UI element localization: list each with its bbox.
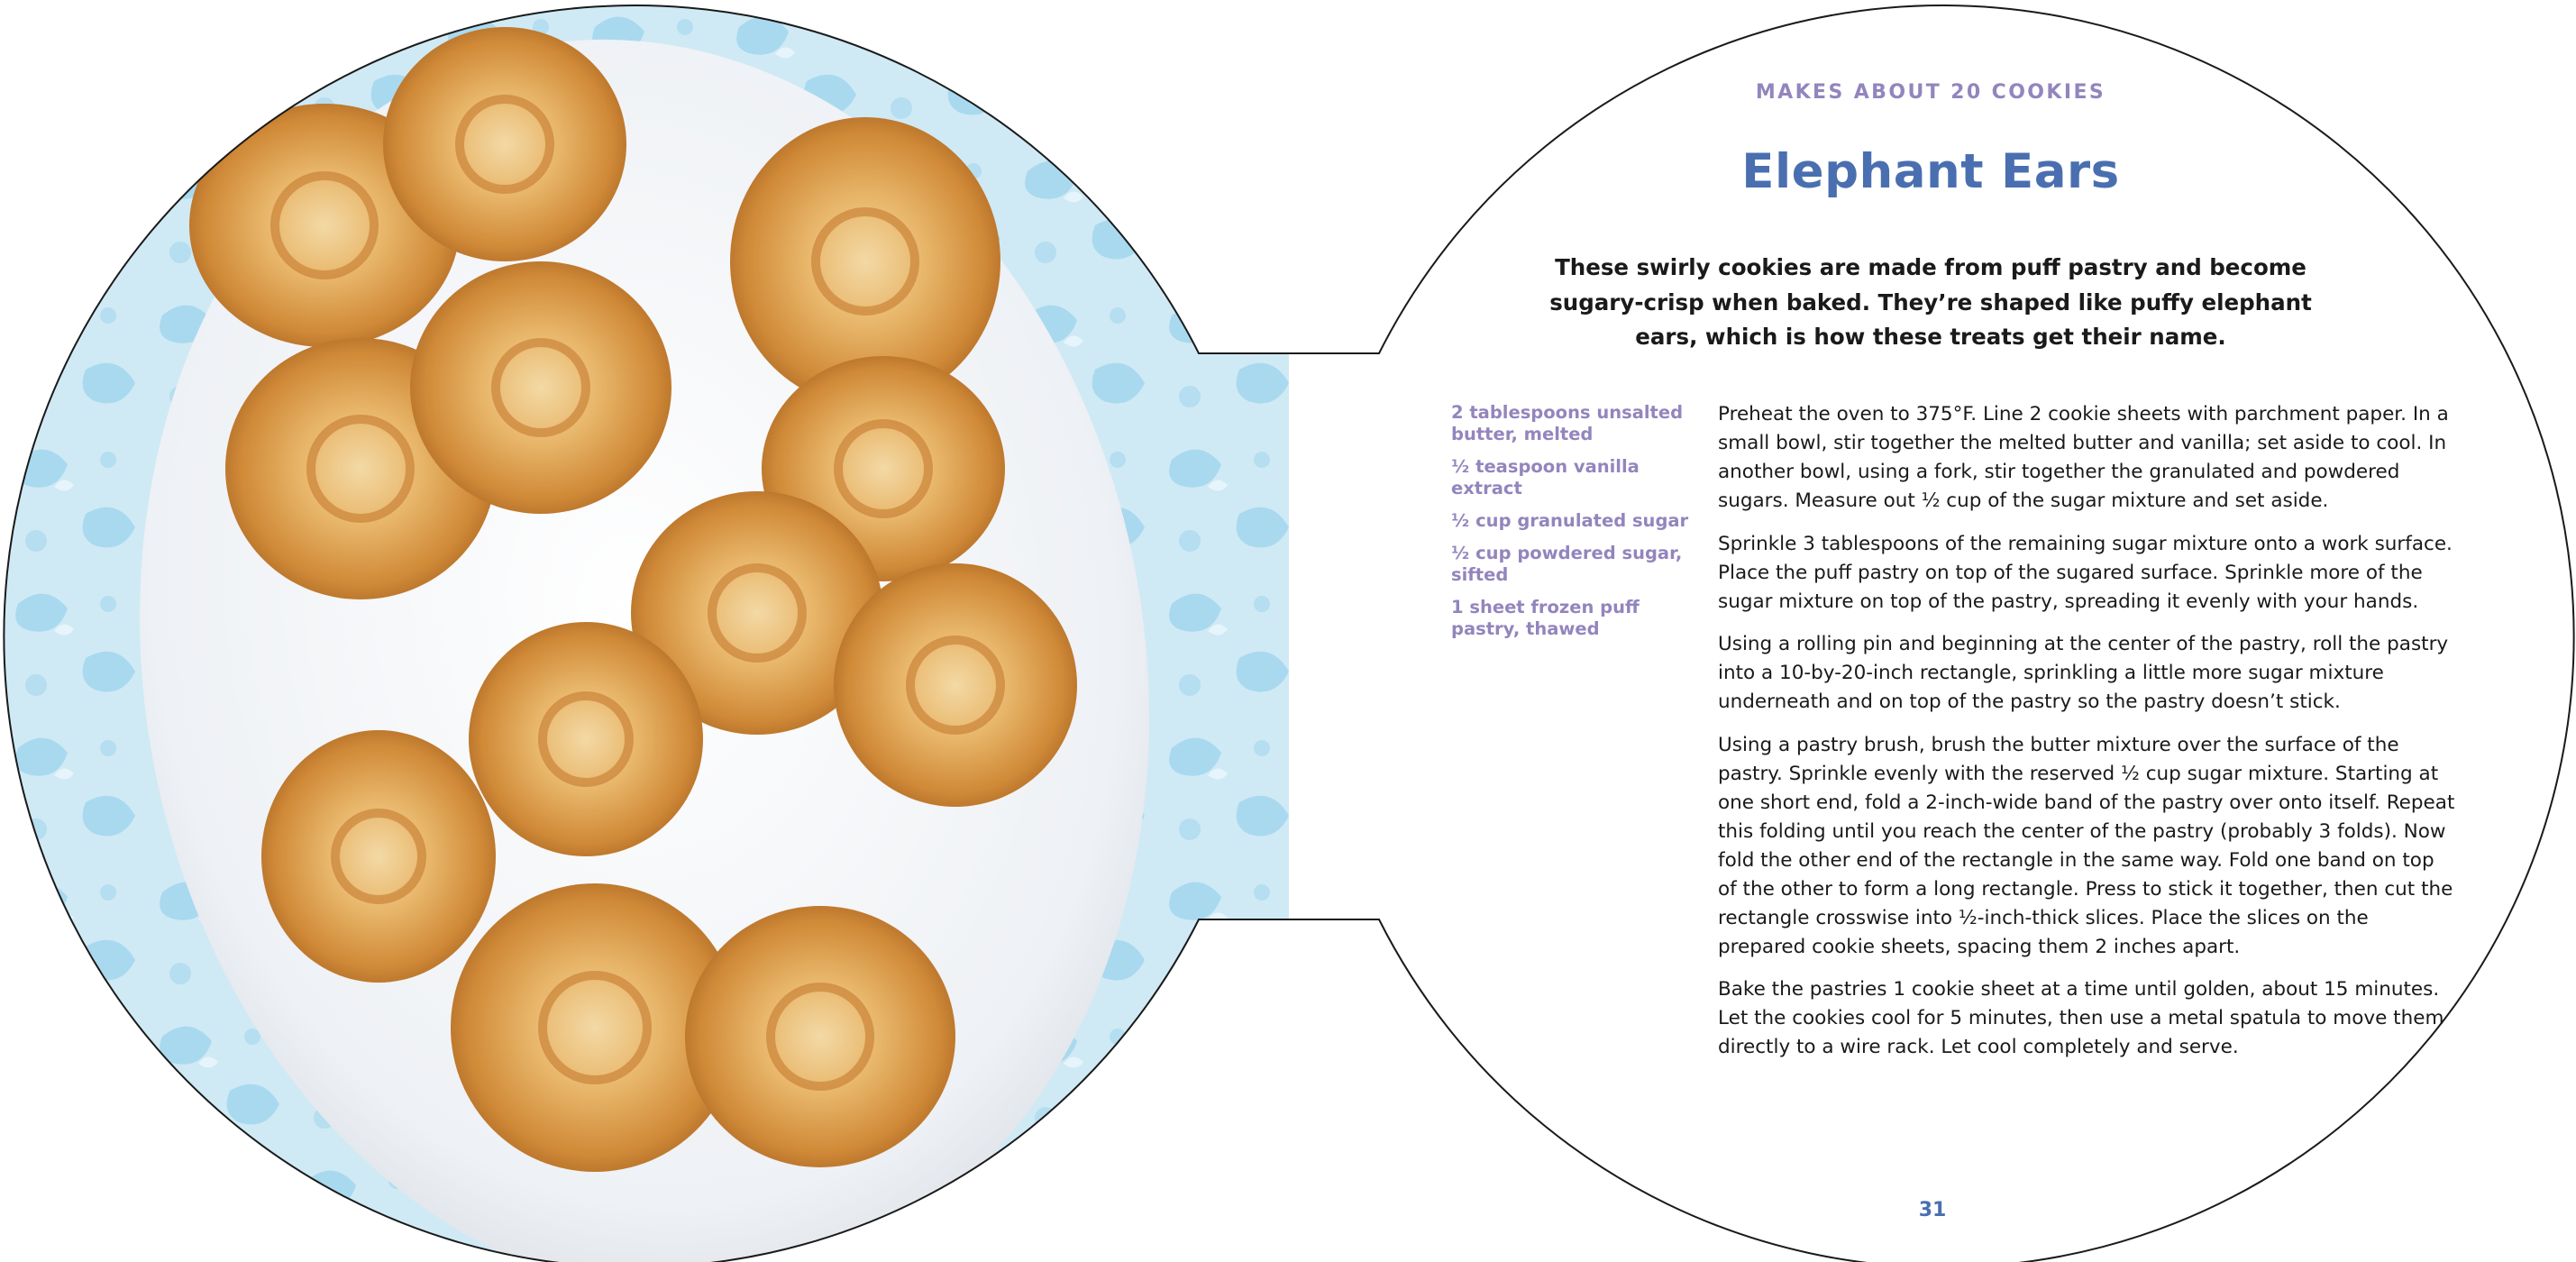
ingredient-item: ¹⁄₂ teaspoon vanilla extract (1451, 456, 1640, 498)
recipe-intro: These swirly cookies are made from puff pastry and become sugary-crisp when baked. They’re shaped like puffy elephant ears, which is how these treats get their name. (1549, 254, 2312, 350)
recipe-step: Bake the pastries 1 cookie sheet at a time until golden, about 15 minutes. Let the cookies cool for 5 minutes, then use a metal spatula to move them directly to a wire rack. Let cool completely and serve. (1718, 978, 2444, 1058)
recipe-step: Using a rolling pin and beginning at the center of the pastry, roll the pastry into a 10-by-20-inch rectangle, sprinkling a little more sugar mixture underneath and on top of the pastry so the pastry doesn’t stick. (1718, 633, 2449, 713)
recipe-step: Preheat the oven to 375°F. Line 2 cookie sheets with parchment paper. In a small bowl, stir together the melted butter and vanilla; set aside to cool. In another bowl, using a fork, stir together the granulated and powdered sugars. Measure out ½ cup of the sugar mixture and set aside. (1718, 403, 2449, 512)
page-number: 31 (1918, 1199, 1947, 1221)
recipe-steps (1718, 400, 2457, 1076)
recipe-title: Elephant Ears (1741, 144, 2120, 199)
ingredient-list (1451, 402, 1713, 651)
ingredient-item: 1 sheet frozen puff pastry, thawed (1451, 597, 1640, 639)
recipe-step: Using a pastry brush, brush the butter mixture over the surface of the pastry. Sprinkle evenly with the reserved ½ cup sugar mixture. Starting at one short end, fold a 2-inch-wide band of the pastry over onto itself. Repeat this folding until you reach the center of the pastry (probably 3 folds). Now fold the other end of the rectangle in the same way. Fold one band on top of the other to form a long rectangle. Press to stick it together, then cut the rectangle crosswise into ½-inch-thick slices. Place the slices on the prepared cookie sheets, spacing them 2 inches apart. (1718, 733, 2455, 958)
ingredient-item: 2 tablespoons unsalted butter, melted (1451, 402, 1684, 444)
recipe-step: Sprinkle 3 tablespoons of the remaining sugar mixture onto a work surface. Place the puff pastry on top of the sugared surface. Sprinkle more of the sugar mixture on top of the pastry, spreading it evenly with your hands. (1718, 532, 2453, 613)
ingredient-item: ¹⁄₂ cup granulated sugar (1451, 510, 1689, 531)
ingredient-item: ¹⁄₂ cup powdered sugar, sifted (1451, 543, 1683, 585)
recipe-yield: MAKES ABOUT 20 COOKIES (1755, 81, 2106, 104)
